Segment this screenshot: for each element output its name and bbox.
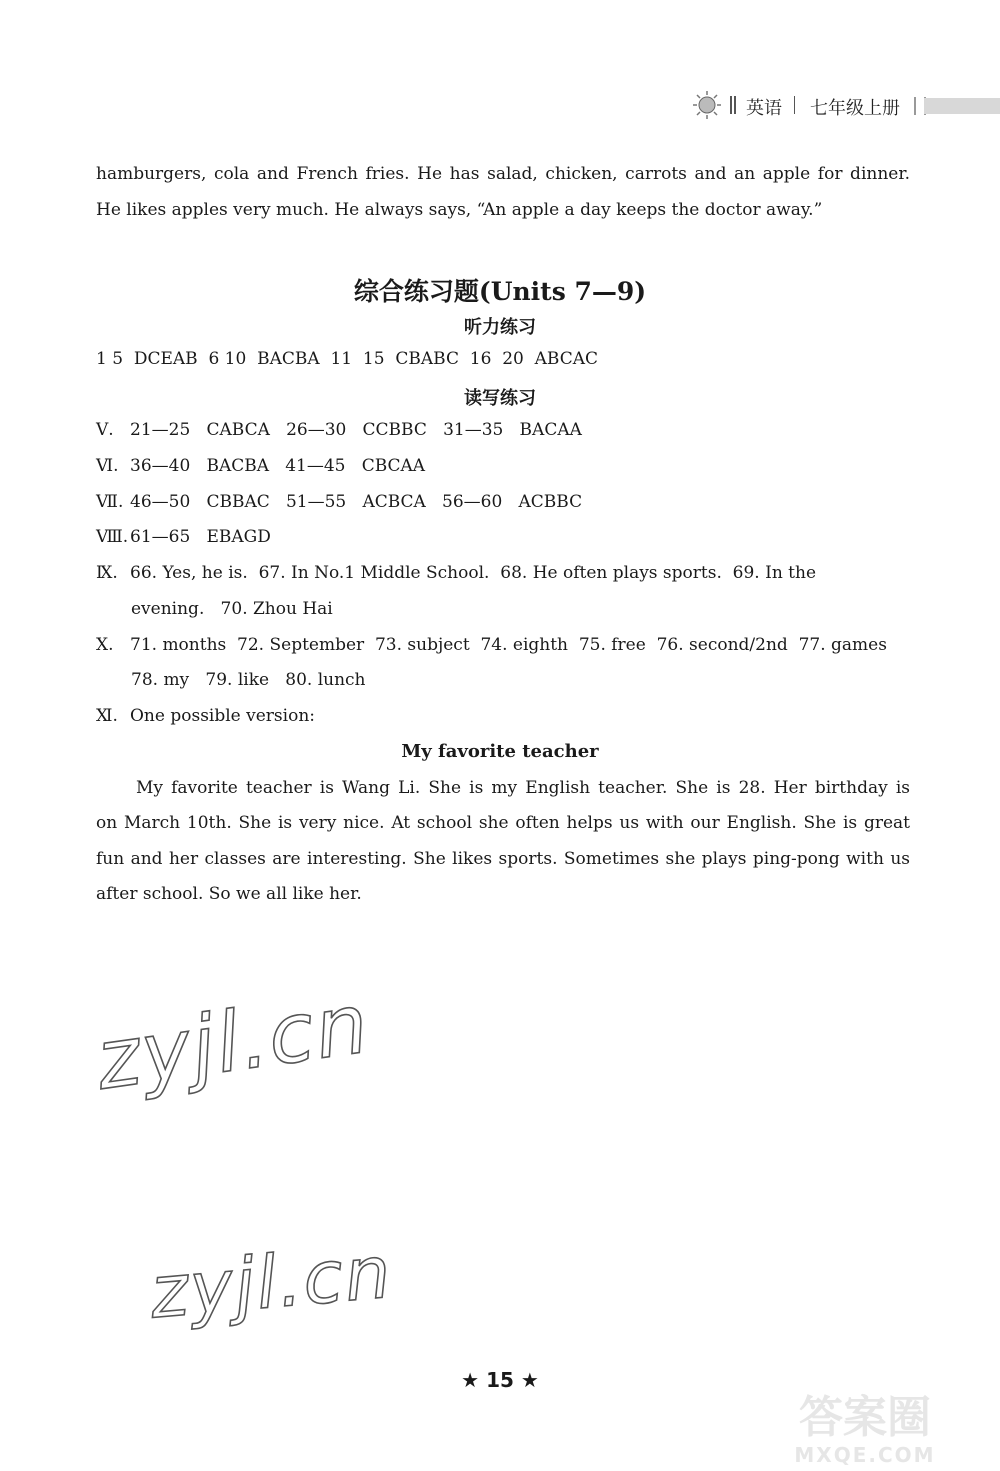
logo-site: MXQE.COM [794, 1443, 936, 1467]
roman-numeral: Ⅸ. [96, 563, 118, 583]
answer-row [96, 635, 910, 655]
header-divider [734, 96, 736, 114]
answer-row [96, 563, 910, 583]
header-divider [730, 96, 732, 114]
essay-title: My favorite teacher [401, 741, 599, 762]
page-number-value: 15 [486, 1368, 514, 1392]
intro-line: He likes apples very much. He always says, “An apple a day keeps the doctor away.” [96, 200, 823, 220]
answer-continuation: evening. 70. Zhou Hai [131, 599, 333, 619]
answer-row [96, 492, 582, 512]
essay-line: after school. So we all like her. [96, 884, 362, 904]
page-header [688, 86, 1000, 126]
watermark: zyjl.cn [146, 1229, 396, 1335]
corner-logo [740, 1386, 990, 1468]
answer-text: 66. Yes, he is. 67. In No.1 Middle School. 68. He often plays sports. 69. In the [130, 563, 817, 583]
header-subject: 英语 [746, 98, 782, 119]
roman-numeral: Ⅴ. [96, 420, 114, 440]
essay-line: fun and her classes are interesting. She likes sports. Sometimes she plays ping-pong with us [96, 849, 910, 869]
listening-answers: 1 5 DCEAB 6 10 BACBA 11 15 CBABC 16 20 ABCAC [96, 349, 599, 369]
listening-heading: 听力练习 [464, 317, 536, 338]
answer-text: 36—40 BACBA 41—45 CBCAA [130, 456, 426, 476]
reading-writing-heading: 读写练习 [464, 388, 536, 409]
intro-line: hamburgers, cola and French fries. He has salad, chicken, carrots and an apple for dinner. [96, 164, 910, 184]
answer-row [96, 706, 315, 726]
header-bar [924, 98, 1000, 114]
answer-text: One possible version: [130, 706, 315, 726]
roman-numeral: Ⅵ. [96, 456, 119, 476]
roman-numeral: Ⅶ. [96, 492, 124, 512]
answer-text: 61—65 EBAGD [130, 527, 271, 547]
essay-line: on March 10th. She is very nice. At school she often helps us with our English. She is great [96, 813, 910, 833]
roman-numeral: Ⅷ. [96, 527, 129, 547]
header-divider [794, 96, 795, 114]
essay-line: My favorite teacher is Wang Li. She is my English teacher. She is 28. Her birthday is [136, 778, 910, 798]
answer-text: 46—50 CBBAC 51—55 ACBCA 56—60 ACBBC [130, 492, 583, 512]
answer-row [96, 420, 582, 440]
logo-text: 答案圈 [799, 1392, 931, 1443]
star-icon: ★ [520, 1368, 539, 1392]
roman-numeral: Ⅹ. [96, 635, 114, 655]
roman-numeral: Ⅺ. [96, 706, 118, 726]
header-grade: 七年级上册 [810, 98, 900, 119]
sun-icon [692, 90, 722, 120]
answer-text: 71. months 72. September 73. subject 74. eighth 75. free 76. second/2nd 77. games [130, 635, 887, 655]
watermark: zyjl.cn [90, 976, 376, 1109]
section-title: 综合练习题(Units 7—9) [353, 277, 647, 306]
star-icon: ★ [461, 1368, 480, 1392]
answer-row [96, 527, 271, 547]
answer-text: 21—25 CABCA 26—30 CCBBC 31—35 BACAA [130, 420, 582, 440]
answer-continuation: 78. my 79. like 80. lunch [131, 670, 366, 690]
answer-row [96, 456, 425, 476]
